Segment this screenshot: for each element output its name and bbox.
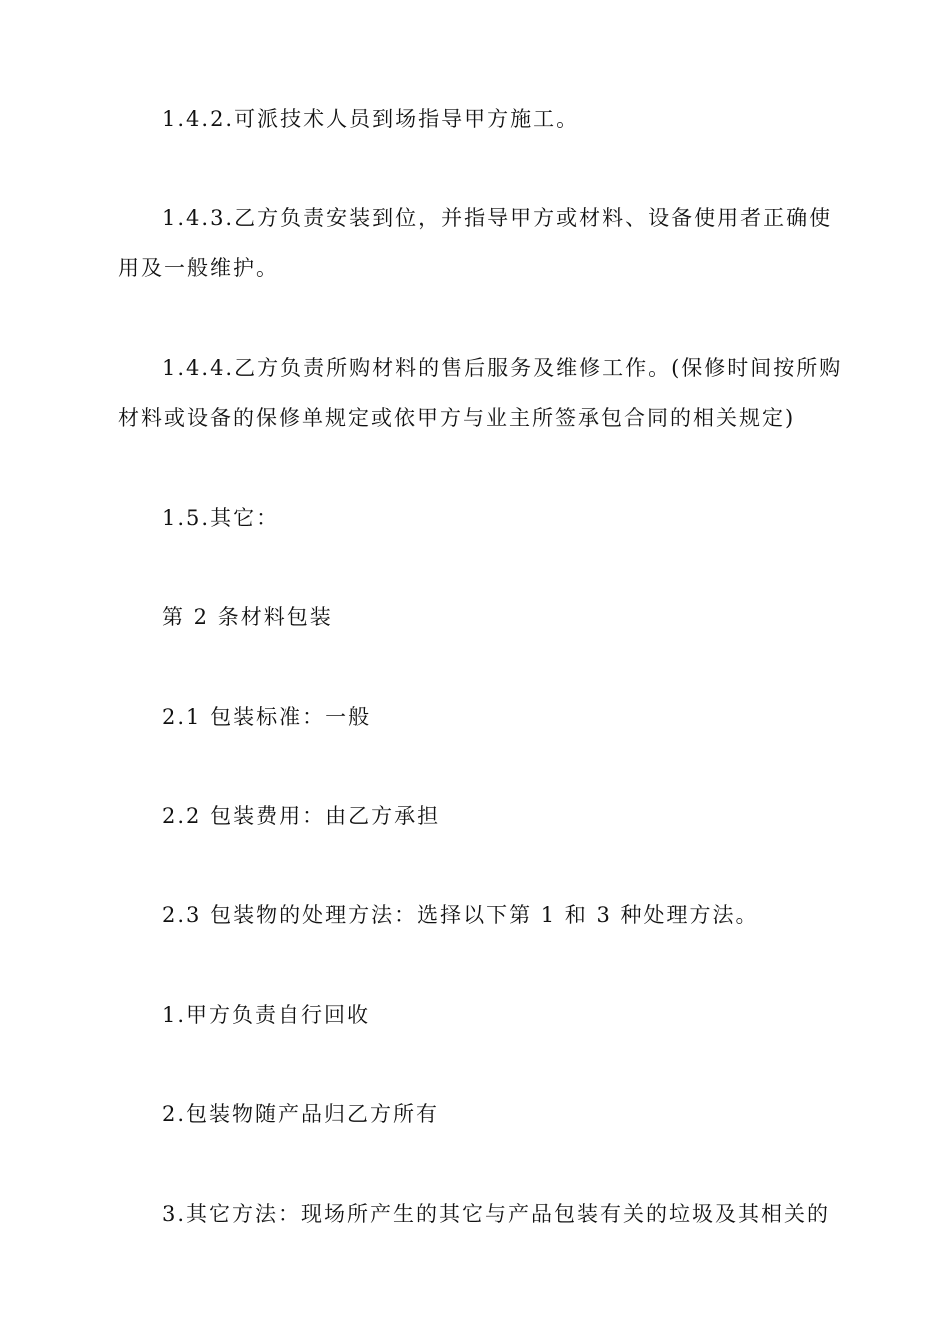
option-1	[118, 990, 834, 1040]
option-2	[118, 1089, 834, 1139]
clause-1-4-2	[118, 94, 834, 144]
option-line: 3.其它方法：现场所产生的其它与产品包装有关的垃圾及其相关的	[162, 1202, 831, 1226]
clause-line: 1.4.2.可派技术人员到场指导甲方施工。	[162, 107, 580, 131]
clause-line: 1.5.其它：	[162, 506, 280, 530]
clause-line: 2.1 包装标准：一般	[162, 705, 372, 729]
clause-1-4-4	[118, 343, 843, 443]
option-3	[118, 1189, 834, 1239]
clause-line: 1.4.4.乙方负责所购材料的售后服务及维修工作。(保修时间按所购	[162, 356, 843, 380]
clause-line: 2.2 包装费用：由乙方承担	[162, 804, 441, 828]
clause-line: 1.4.3.乙方负责安装到位，并指导甲方或材料、设备使用者正确使	[162, 206, 833, 230]
article-heading: 第 2 条材料包装	[162, 605, 333, 629]
clause-1-4-3	[118, 193, 834, 293]
clause-line-continued: 用及一般维护。	[118, 256, 279, 280]
clause-2-2	[118, 791, 834, 841]
clause-line-continued: 材料或设备的保修单规定或依甲方与业主所签承包合同的相关规定)	[118, 406, 796, 430]
clause-2-3	[118, 890, 834, 940]
clause-1-5	[118, 493, 834, 543]
article-2-heading	[118, 592, 834, 642]
option-line: 1.甲方负责自行回收	[162, 1003, 371, 1027]
option-line: 2.包装物随产品归乙方所有	[162, 1102, 440, 1126]
clause-2-1	[118, 692, 834, 742]
clause-line: 2.3 包装物的处理方法：选择以下第 1 和 3 种处理方法。	[162, 903, 759, 927]
